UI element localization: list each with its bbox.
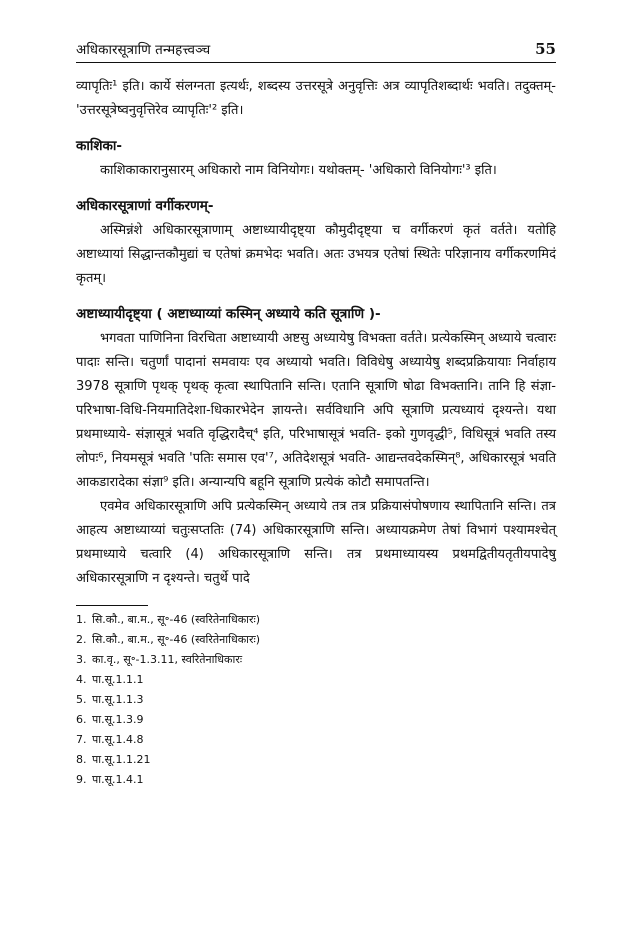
- footnote-number: 8.: [76, 753, 87, 766]
- footnote-divider: [76, 605, 148, 606]
- footnote-text: का.वृ., सू॰-1.3.11, स्वरितेनाधिकारः: [92, 653, 243, 666]
- footnote-item: [76, 630, 556, 650]
- footnote-number: 3.: [76, 653, 87, 666]
- footnote-number: 1.: [76, 613, 87, 626]
- running-title: अधिकारसूत्राणि तन्महत्त्वञ्च: [76, 42, 211, 58]
- kashika-paragraph: काशिकाकारानुसारम् अधिकारो नाम विनियोगः। यथोक्तम्- 'अधिकारो विनियोगः'³ इति।: [100, 163, 497, 178]
- footnote-item: [76, 710, 556, 730]
- footnote-item: [76, 670, 556, 690]
- footnote-item: [76, 650, 556, 670]
- footnote-list: [76, 610, 556, 790]
- section-heading-classification: अधिकारसूत्राणां वर्गीकरणम्-: [76, 198, 214, 214]
- ashtadhyayi-paragraph-2: एवमेव अधिकारसूत्राणि अपि प्रत्येकस्मिन् अध्याये तत्र तत्र प्रक्रियासंपोषणाय स्थापितानि सन्ति। तत्र आहत्य अष्टाध्याय्यां चतुःसप्ततिः (74) अधिकारसूत्राणि सन्ति। अध्यायक्रमेण तेषां विभागं पश्यामश्चेत् प्रथमाध्याये चत्वारि (4) अधिकारसूत्राणि सन्ति। तत्र प्रथमाध्यायस्य प्रथमद्वितीयतृतीयपादेषु अधिकारसूत्राणि न दृश्यन्ते। चतुर्थे पादे: [76, 499, 556, 586]
- footnote-item: [76, 750, 556, 770]
- footnote-text: पा.सू.1.3.9: [92, 713, 144, 726]
- footnote-text: सि.कौ., बा.म., सू॰-46 (स्वरितेनाधिकारः): [92, 613, 261, 626]
- footnote-text: पा.सू.1.4.1: [92, 773, 144, 786]
- section-heading-kashika: काशिका-: [76, 138, 123, 154]
- footnote-text: पा.सू.1.1.21: [92, 753, 151, 766]
- footnote-number: 7.: [76, 733, 87, 746]
- footnote-number: 4.: [76, 673, 87, 686]
- footnote-item: [76, 730, 556, 750]
- footnote-item: [76, 770, 556, 790]
- running-header: [76, 40, 556, 63]
- intro-paragraph: व्यापृतिः¹ इति। कार्ये संलग्नता इत्यर्थः, शब्दस्य उत्तरसूत्रे अनुवृत्तिः अत्र व्यापृतिशब्दार्थः भवति। तदुक्तम्- 'उत्तरसूत्रेष्वनुवृत्तिरेव व्यापृतिः'² इति।: [76, 79, 556, 118]
- footnote-number: 2.: [76, 633, 87, 646]
- footnote-item: [76, 610, 556, 630]
- footnote-number: 5.: [76, 693, 87, 706]
- footnote-number: 6.: [76, 713, 87, 726]
- ashtadhyayi-paragraph-1: भगवता पाणिनिना विरचिता अष्टाध्यायी अष्टसु अध्यायेषु विभक्ता वर्तते। प्रत्येकस्मिन् अध्याये चत्वारः पादाः सन्ति। चतुर्णां पादानां समवायः एव अध्यायो भवति। विविधेषु अध्यायेषु शब्दप्रक्रियायाः निर्वाहाय 3978 सूत्राणि पृथक् पृथक् कृत्वा स्थापितानि सन्ति। एतानि सूत्राणि षोढा विभक्तानि। तानि हि संज्ञा-परिभाषा-विधि-नियमातिदेशा-धिकारभेदेन ज्ञायन्ते। सर्वविधानि अपि सूत्राणि प्रत्यध्यायं दृश्यन्ते। यथा प्रथमाध्याये- संज्ञासूत्रं भवति वृद्धिरादैच्⁴ इति, परिभाषासूत्रं भवति- इको गुणवृद्धी⁵, विधिसूत्रं भवति तस्य लोपः⁶, नियमसूत्रं भवति 'पतिः समास एव'⁷, अतिदेशसूत्रं भवति- आद्यन्तवदेकस्मिन्⁸, अधिकारसूत्रं भवति आकडारादेका संज्ञा⁹ इति। अन्यान्यपि बहूनि सूत्राणि प्रत्येकं कोटौ समापतन्ति।: [76, 331, 556, 490]
- page-number: 55: [535, 40, 556, 58]
- footnote-number: 9.: [76, 773, 87, 786]
- footnote-text: सि.कौ., बा.म., सू॰-46 (स्वरितेनाधिकारः): [92, 633, 261, 646]
- footnote-text: पा.सू.1.1.3: [92, 693, 144, 706]
- footnote-text: पा.सू.1.1.1: [92, 673, 144, 686]
- classification-paragraph: अस्मिन्नंशे अधिकारसूत्राणाम् अष्टाध्यायीदृष्ट्या कौमुदीदृष्ट्या च वर्गीकरणं कृतं वर्तते। यतोहि अष्टाध्यायां सिद्धान्तकौमुद्यां च एतेषां क्रमभेदः भवति। अतः उभयत्र एतेषां स्थितेः परिज्ञानाय वर्गीकरणमिदं कृतम्।: [76, 223, 556, 286]
- book-page: [76, 40, 556, 790]
- section-heading-ashtadhyayi: अष्टाध्यायीदृष्ट्या ( अष्टाध्याय्यां कस्मिन् अध्याये कति सूत्राणि )-: [76, 306, 381, 322]
- footnote-item: [76, 690, 556, 710]
- footnote-text: पा.सू.1.4.8: [92, 733, 144, 746]
